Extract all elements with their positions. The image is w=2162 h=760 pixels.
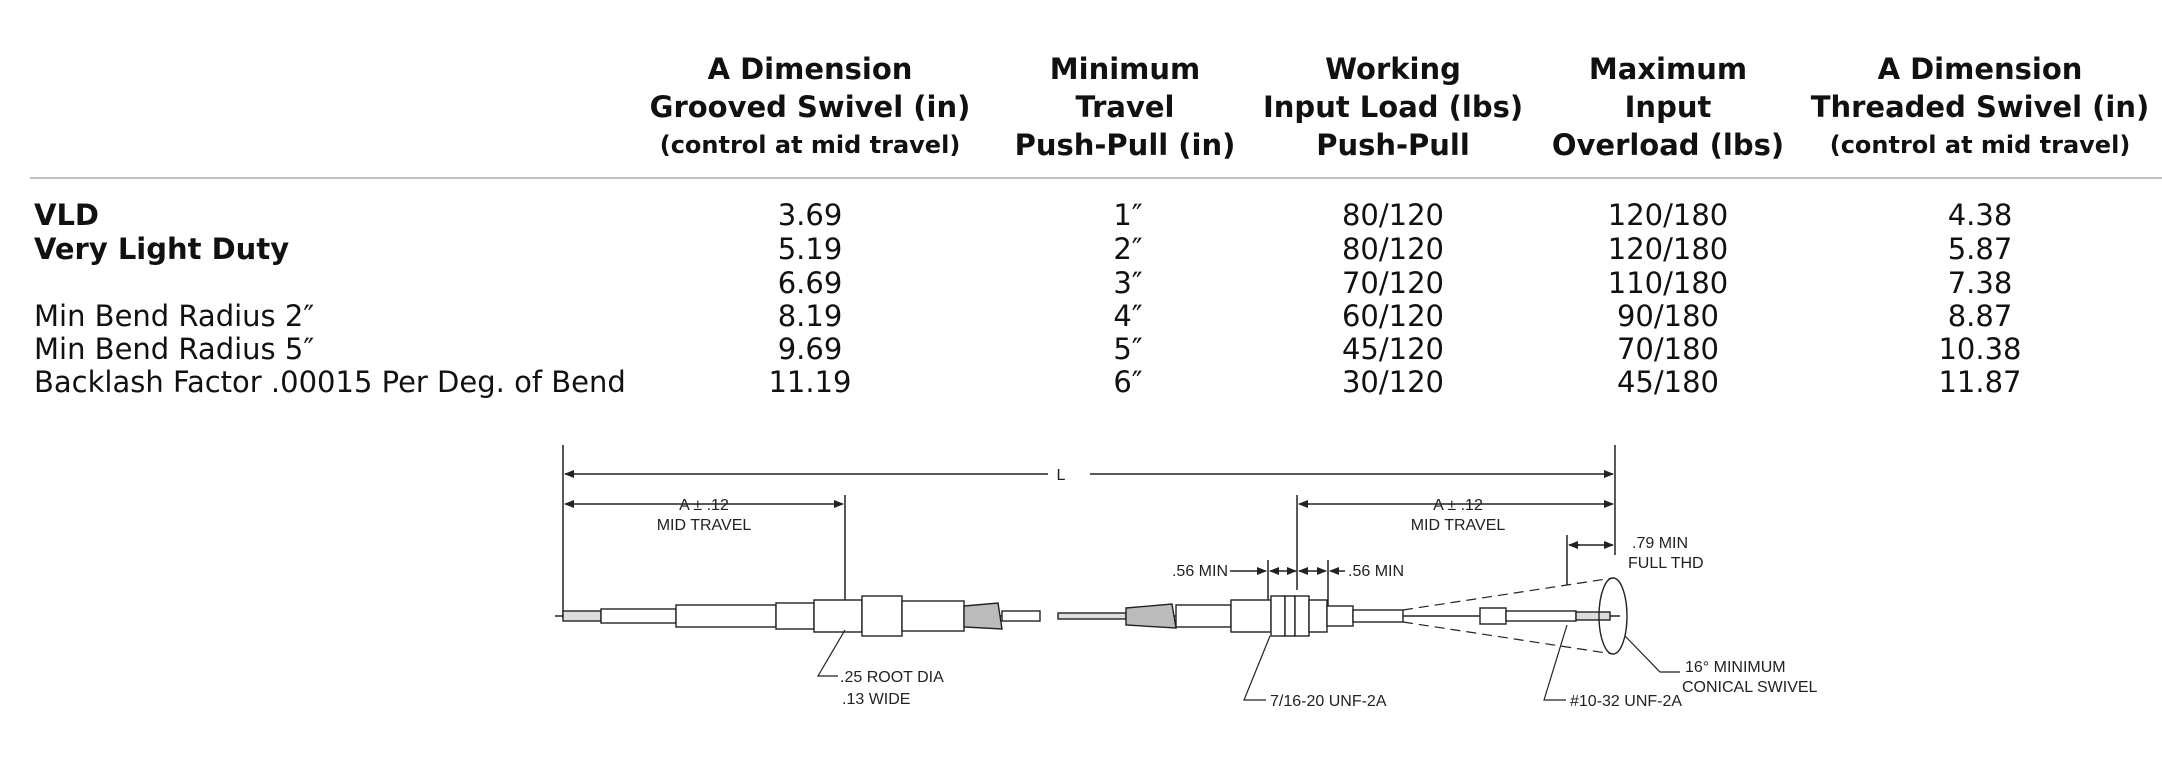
table-cell: 120/180 (1607, 232, 1729, 266)
unf-7-16-label: 7/16-20 UNF-2A (1270, 693, 1387, 710)
header-line: Overload (lbs) (1551, 128, 1785, 162)
table-cell: 8.19 (777, 299, 843, 333)
table-cell: 3″ (1113, 266, 1143, 300)
header-line: Push-Pull (1316, 128, 1470, 162)
row-label-backlash: Backlash Factor .00015 Per Deg. of Bend (34, 365, 626, 399)
header-line: A Dimension (707, 52, 913, 86)
root-dia-label: .25 ROOT DIA (840, 669, 944, 686)
mid-travel-left-label: MID TRAVEL (656, 517, 752, 534)
header-line: (control at mid travel) (659, 131, 961, 159)
header-line: Push-Pull (in) (1014, 128, 1236, 162)
table-cell: 8.87 (1947, 299, 2013, 333)
table-cell: 5″ (1113, 332, 1143, 366)
header-line: Input (1624, 90, 1712, 124)
table-cell: 80/120 (1341, 232, 1445, 266)
right-cable-assembly (1058, 578, 1627, 654)
row-label-min-bend-2: Min Bend Radius 2″ (34, 299, 315, 333)
table-cell: 6.69 (777, 266, 843, 300)
table-cell: 45/180 (1616, 365, 1720, 399)
dim-a-right-label: A ± .12 (1433, 497, 1483, 514)
header-line: Travel (1075, 90, 1175, 124)
table-cell: 5.87 (1947, 232, 2013, 266)
row-label-very-light-duty: Very Light Duty (34, 232, 290, 266)
overall-length-label: L (1056, 467, 1066, 484)
full-thd-label: FULL THD (1628, 555, 1704, 572)
unf-10-32-label: #10-32 UNF-2A (1570, 693, 1683, 710)
table-cell: 9.69 (777, 332, 843, 366)
table-cell: 60/120 (1341, 299, 1445, 333)
root-wide-label: .13 WIDE (842, 691, 911, 708)
header-line: (control at mid travel) (1829, 131, 2131, 159)
table-cell: 4.38 (1947, 198, 2013, 232)
table-cell: 80/120 (1341, 198, 1445, 232)
table-cell: 11.19 (768, 365, 852, 399)
table-cell: 1″ (1113, 198, 1143, 232)
header-line: Threaded Swivel (in) (1810, 90, 2150, 124)
table-cell: 120/180 (1607, 198, 1729, 232)
table-cell: 30/120 (1341, 365, 1445, 399)
table-cell: 3.69 (777, 198, 843, 232)
min-left-label: .56 MIN (1171, 563, 1228, 580)
table-cell: 4″ (1113, 299, 1143, 333)
table-cell: 90/180 (1616, 299, 1720, 333)
table-cell: 7.38 (1947, 266, 2013, 300)
row-label-min-bend-5: Min Bend Radius 5″ (34, 332, 315, 366)
table-cell: 70/120 (1341, 266, 1445, 300)
left-cable-assembly (555, 596, 1040, 636)
table-cell: 5.19 (777, 232, 843, 266)
table-cell: 70/180 (1616, 332, 1720, 366)
header-line: Grooved Swivel (in) (649, 90, 971, 124)
conical-label-2: CONICAL SWIVEL (1682, 679, 1818, 696)
header-line: Input Load (lbs) (1263, 90, 1524, 124)
header-line: Maximum (1588, 52, 1748, 86)
min-right-label: .56 MIN (1348, 563, 1405, 580)
header-line: Minimum (1049, 52, 1201, 86)
header-line: A Dimension (1877, 52, 2083, 86)
full-thd-value-label: .79 MIN (1632, 535, 1689, 552)
dim-a-left-label: A ± .12 (679, 497, 729, 514)
table-cell: 110/180 (1607, 266, 1729, 300)
table-cell: 11.87 (1938, 365, 2022, 399)
conical-label-1: 16° MINIMUM (1685, 659, 1786, 676)
table-cell: 45/120 (1341, 332, 1445, 366)
table-cell: 2″ (1113, 232, 1143, 266)
row-label-vld: VLD (34, 198, 99, 232)
table-cell: 6″ (1113, 365, 1143, 399)
table-cell: 10.38 (1938, 332, 2022, 366)
mid-travel-right-label: MID TRAVEL (1410, 517, 1506, 534)
header-line: Working (1325, 52, 1461, 86)
